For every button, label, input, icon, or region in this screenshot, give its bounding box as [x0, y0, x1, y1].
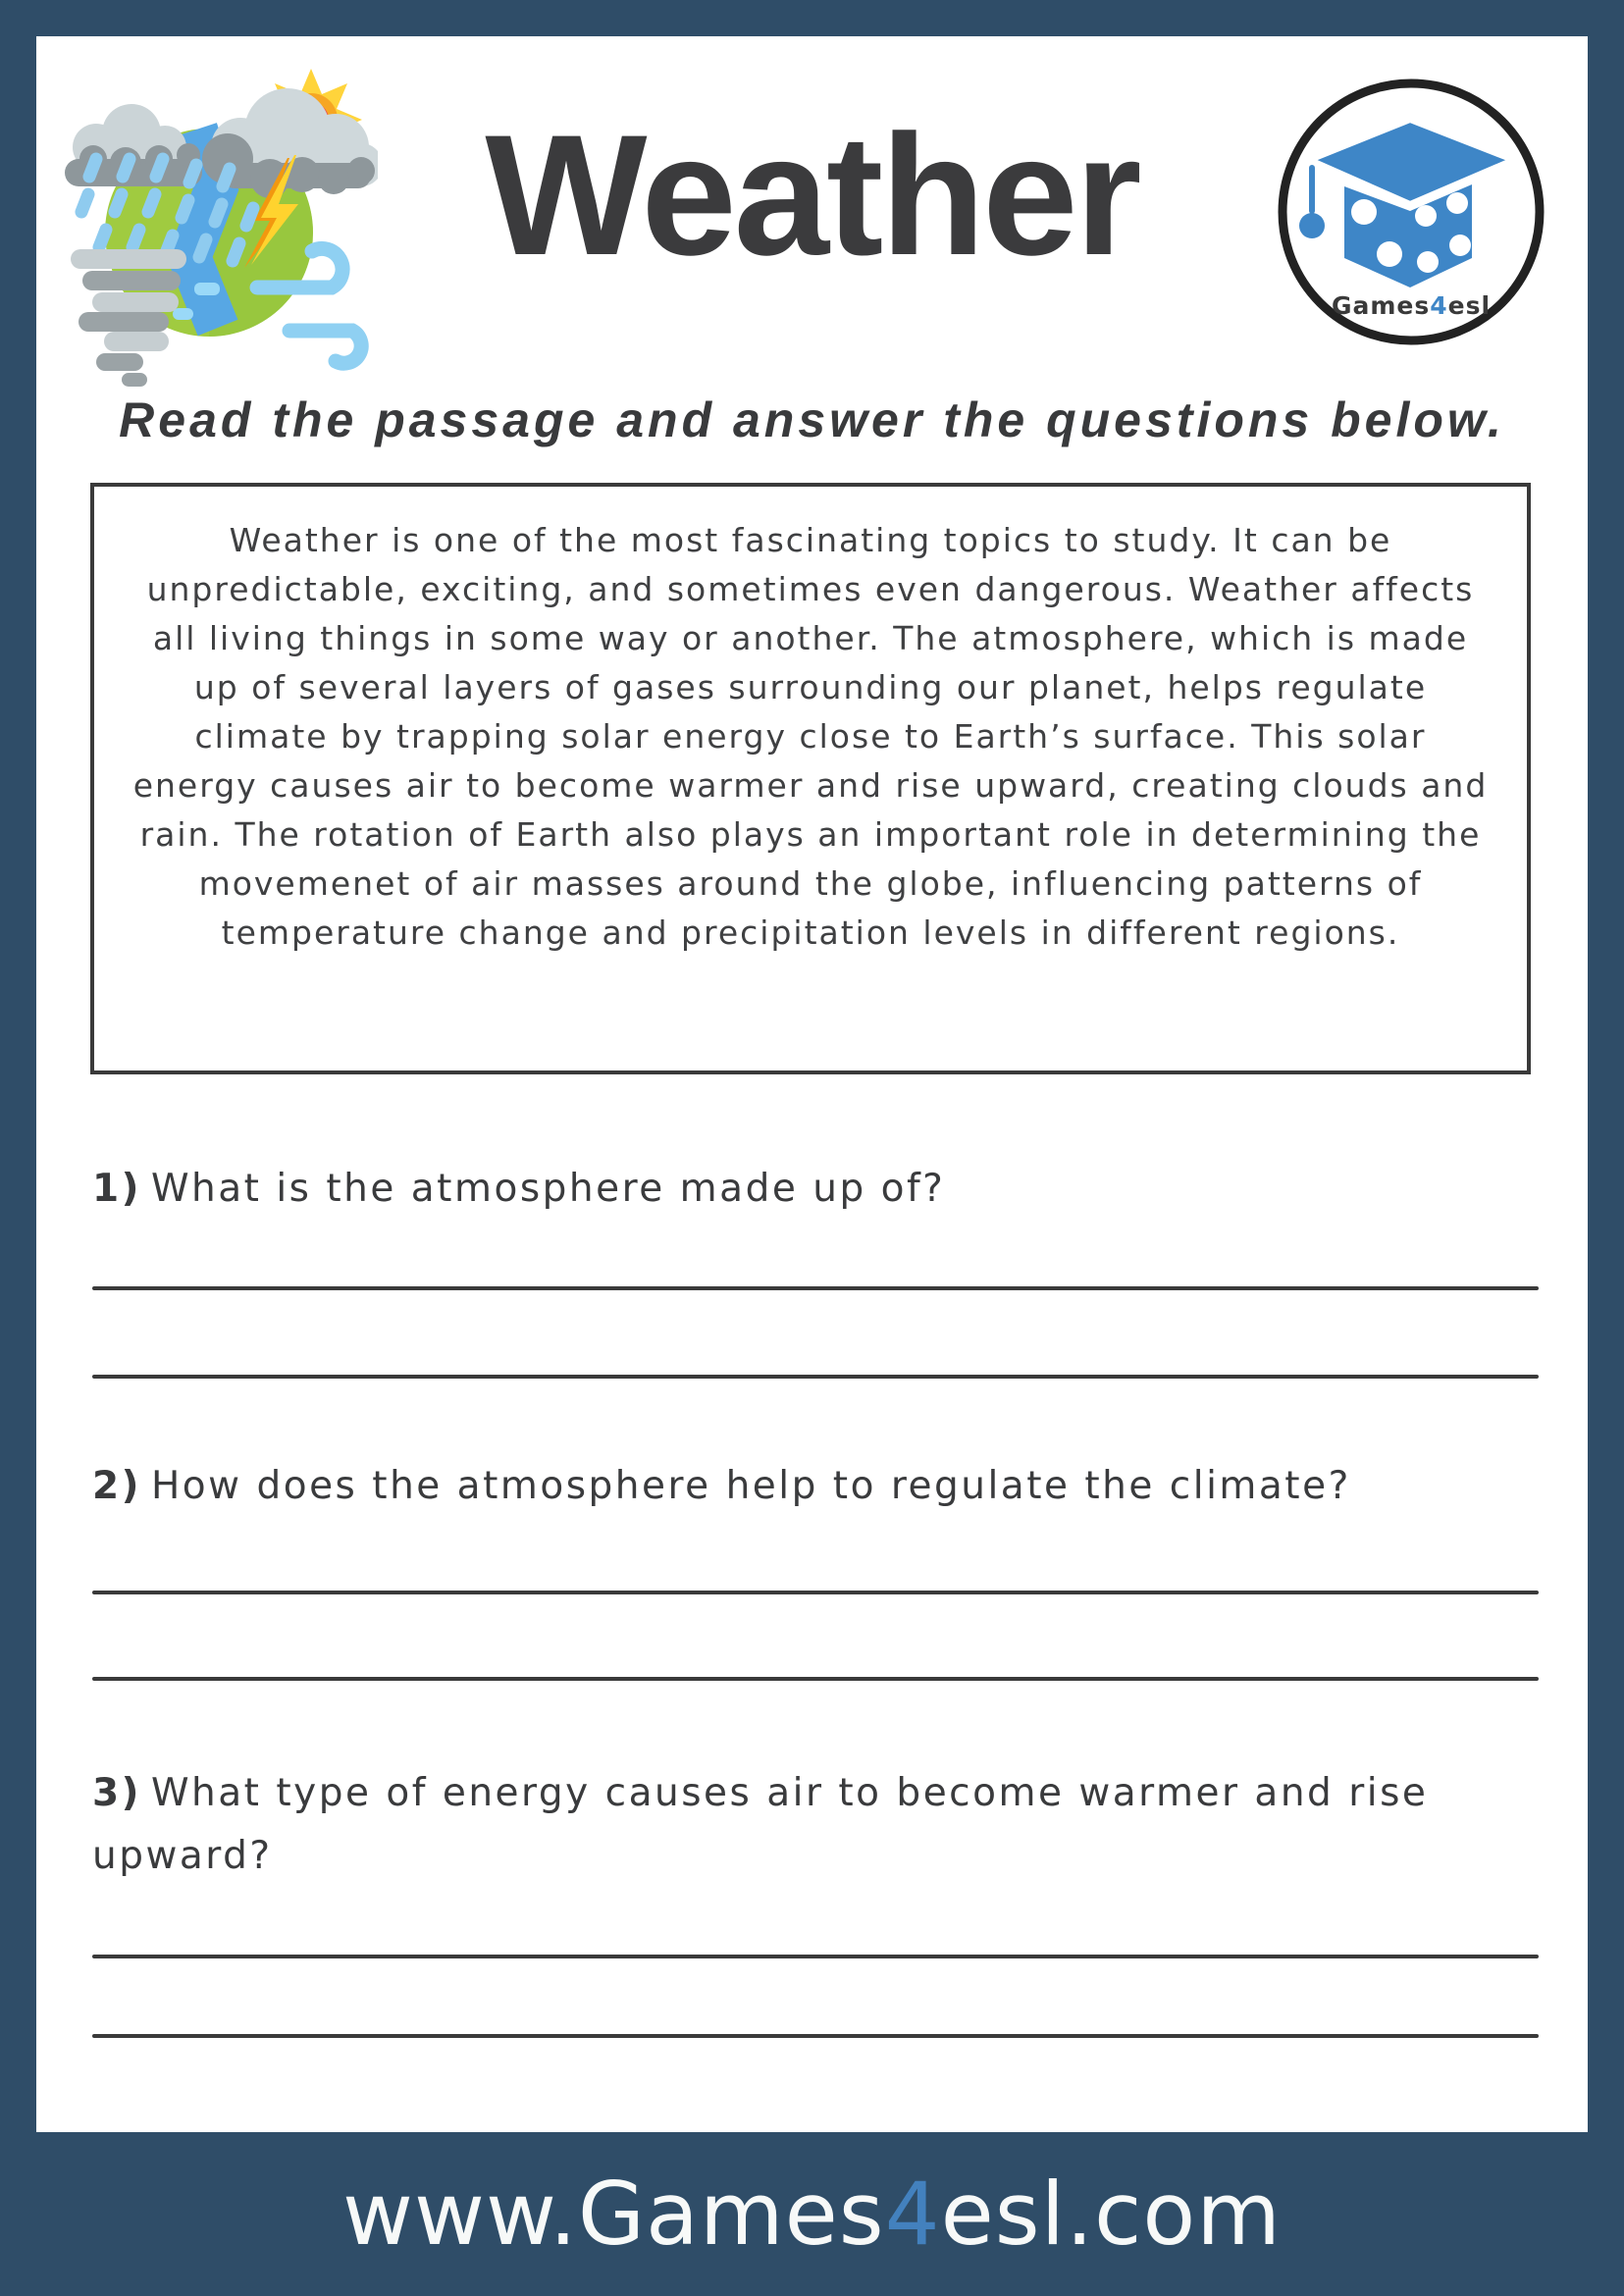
footer-url: www.Games4esl.com	[342, 2164, 1282, 2265]
answer-line-1b[interactable]	[92, 1375, 1539, 1379]
question-1-text: What is the atmosphere made up of?	[150, 1167, 946, 1211]
question-2-number: 2)	[92, 1464, 141, 1508]
instruction-text: Read the passage and answer the questions below.	[119, 392, 1505, 447]
question-2	[92, 1455, 1466, 1518]
games4esl-logo	[1273, 74, 1549, 350]
question-2-text: How does the atmosphere help to regulate the climate?	[150, 1464, 1351, 1508]
answer-line-2a[interactable]	[92, 1591, 1539, 1594]
passage-text: Weather is one of the most fascinating topics to study. It can be unpredictable, exciting, and sometimes even dangerous. Weather affects all living things in some way or another. The atmosphere, which is made up of several layers of gases surrounding our planet, helps regulate climate by trapping solar energy close to Earth’s surface. This solar energy causes air to become warmer and rise upward, creating clouds and rain. The rotation of Earth also plays an important role in determining the movemenet of air masses around the globe, influencing patterns of temperature change and precipitation levels in different regions.	[132, 521, 1489, 952]
passage-box	[90, 483, 1531, 1074]
answer-line-3a[interactable]	[92, 1955, 1539, 1958]
question-3-number: 3)	[92, 1771, 141, 1815]
question-1	[92, 1158, 1466, 1221]
answer-line-3b[interactable]	[92, 2034, 1539, 2038]
answer-line-2b[interactable]	[92, 1677, 1539, 1681]
question-3	[92, 1762, 1466, 1888]
question-1-number: 1)	[92, 1167, 141, 1211]
question-3-text: What type of energy causes air to become warmer and rise upward?	[92, 1771, 1429, 1878]
page-title: Weather	[485, 100, 1139, 291]
answer-line-1a[interactable]	[92, 1286, 1539, 1290]
footer-band	[0, 2132, 1624, 2296]
logo-text: Games4esl	[1331, 291, 1492, 320]
